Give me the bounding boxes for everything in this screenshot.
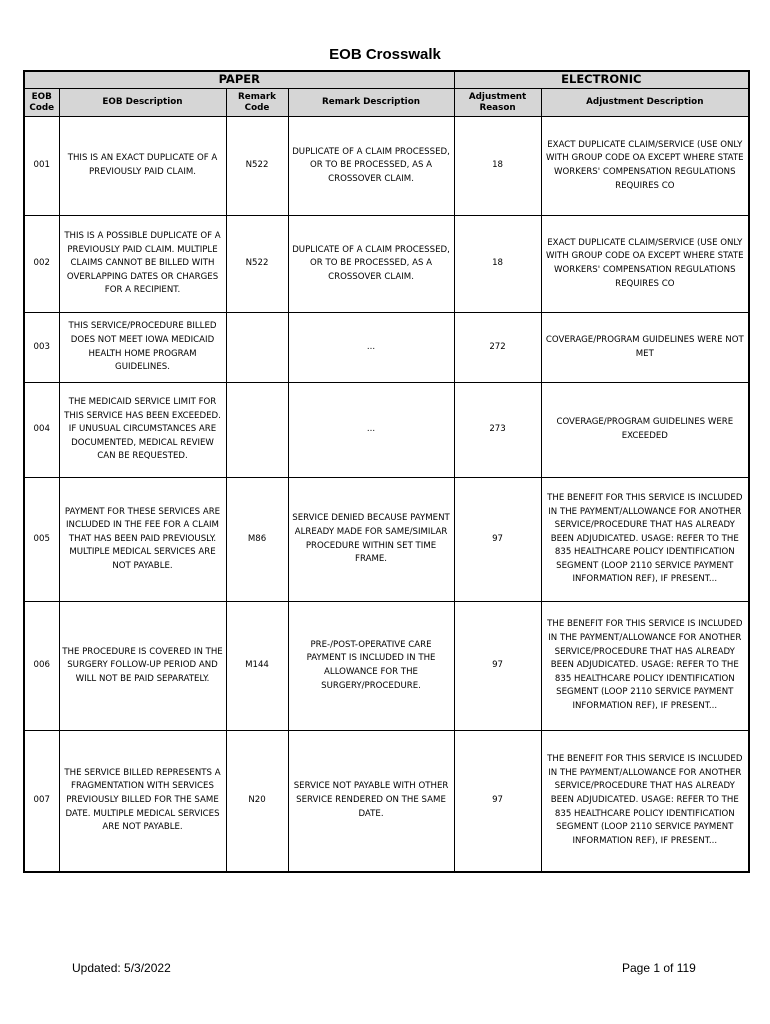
adjustment-description-cell: COVERAGE/PROGRAM GUIDELINES WERE EXCEEDED <box>541 383 749 478</box>
table-row <box>24 313 749 383</box>
eob-description-cell: THIS SERVICE/PROCEDURE BILLED DOES NOT MEET IOWA MEDICAID HEALTH HOME PROGRAM GUIDELINES. <box>59 313 226 383</box>
adjustment-description-cell: THE BENEFIT FOR THIS SERVICE IS INCLUDED IN THE PAYMENT/ALLOWANCE FOR ANOTHER SERVICE/PROCEDURE THAT HAS ALREADY BEEN ADJUDICATED. USAGE: REFER TO THE 835 HEALTHCARE POLICY IDENTIFICATION SEGMENT (LOOP 2110 SERVICE PAYMENT INFORMATION REF), IF PRESENT... <box>541 602 749 731</box>
remark-code-cell <box>226 313 288 383</box>
eob-code-cell: 001 <box>24 117 59 216</box>
column-header-remark-description: Remark Description <box>288 89 454 117</box>
column-header-remark-code: Remark Code <box>226 89 288 117</box>
eob-description-cell: THIS IS A POSSIBLE DUPLICATE OF A PREVIOUSLY PAID CLAIM. MULTIPLE CLAIMS CANNOT BE BILLED WITH OVERLAPPING DATES OR CHARGES FOR A RECIPIENT. <box>59 216 226 313</box>
table-row <box>24 731 749 872</box>
column-header-adjustment-reason: Adjustment Reason <box>454 89 541 117</box>
eob-crosswalk-table <box>23 70 750 873</box>
remark-description-cell: DUPLICATE OF A CLAIM PROCESSED, OR TO BE PROCESSED, AS A CROSSOVER CLAIM. <box>288 117 454 216</box>
adjustment-description-cell: THE BENEFIT FOR THIS SERVICE IS INCLUDED IN THE PAYMENT/ALLOWANCE FOR ANOTHER SERVICE/PROCEDURE THAT HAS ALREADY BEEN ADJUDICATED. USAGE: REFER TO THE 835 HEALTHCARE POLICY IDENTIFICATION SEGMENT (LOOP 2110 SERVICE PAYMENT INFORMATION REF), IF PRESENT... <box>541 731 749 872</box>
table-row <box>24 478 749 602</box>
remark-description-cell: SERVICE DENIED BECAUSE PAYMENT ALREADY MADE FOR SAME/SIMILAR PROCEDURE WITHIN SET TIME FRAME. <box>288 478 454 602</box>
eob-code-cell: 003 <box>24 313 59 383</box>
adjustment-description-cell: EXACT DUPLICATE CLAIM/SERVICE (USE ONLY WITH GROUP CODE OA EXCEPT WHERE STATE WORKERS' COMPENSATION REGULATIONS REQUIRES CO <box>541 117 749 216</box>
adjustment-reason-cell: 272 <box>454 313 541 383</box>
updated-date: Updated: 5/3/2022 <box>72 961 171 975</box>
eob-code-cell: 007 <box>24 731 59 872</box>
adjustment-reason-cell: 18 <box>454 117 541 216</box>
eob-code-cell: 006 <box>24 602 59 731</box>
eob-code-cell: 005 <box>24 478 59 602</box>
adjustment-reason-cell: 273 <box>454 383 541 478</box>
adjustment-reason-cell: 97 <box>454 602 541 731</box>
remark-description-cell: SERVICE NOT PAYABLE WITH OTHER SERVICE RENDERED ON THE SAME DATE. <box>288 731 454 872</box>
remark-description-cell: PRE-/POST-OPERATIVE CARE PAYMENT IS INCLUDED IN THE ALLOWANCE FOR THE SURGERY/PROCEDURE. <box>288 602 454 731</box>
remark-code-cell <box>226 383 288 478</box>
eob-description-cell: THE PROCEDURE IS COVERED IN THE SURGERY FOLLOW-UP PERIOD AND WILL NOT BE PAID SEPARATELY. <box>59 602 226 731</box>
table-row <box>24 602 749 731</box>
adjustment-description-cell: COVERAGE/PROGRAM GUIDELINES WERE NOT MET <box>541 313 749 383</box>
column-header-adjustment-description: Adjustment Description <box>541 89 749 117</box>
group-header-paper: PAPER <box>24 71 454 89</box>
remark-code-cell: M86 <box>226 478 288 602</box>
eob-description-cell: THE MEDICAID SERVICE LIMIT FOR THIS SERVICE HAS BEEN EXCEEDED. IF UNUSUAL CIRCUMSTANCES ARE DOCUMENTED, MEDICAL REVIEW CAN BE REQUESTED. <box>59 383 226 478</box>
column-header-eob-description: EOB Description <box>59 89 226 117</box>
table-row <box>24 216 749 313</box>
page-title: EOB Crosswalk <box>329 46 441 63</box>
eob-description-cell: PAYMENT FOR THESE SERVICES ARE INCLUDED IN THE FEE FOR A CLAIM THAT HAS BEEN PAID PREVIOUSLY. MULTIPLE MEDICAL SERVICES ARE NOT PAYABLE. <box>59 478 226 602</box>
adjustment-reason-cell: 18 <box>454 216 541 313</box>
remark-description-cell: ... <box>288 383 454 478</box>
eob-description-cell: THIS IS AN EXACT DUPLICATE OF A PREVIOUSLY PAID CLAIM. <box>59 117 226 216</box>
remark-code-cell: M144 <box>226 602 288 731</box>
adjustment-description-cell: THE BENEFIT FOR THIS SERVICE IS INCLUDED IN THE PAYMENT/ALLOWANCE FOR ANOTHER SERVICE/PROCEDURE THAT HAS ALREADY BEEN ADJUDICATED. USAGE: REFER TO THE 835 HEALTHCARE POLICY IDENTIFICATION SEGMENT (LOOP 2110 SERVICE PAYMENT INFORMATION REF), IF PRESENT... <box>541 478 749 602</box>
remark-description-cell: ... <box>288 313 454 383</box>
table-row <box>24 117 749 216</box>
adjustment-reason-cell: 97 <box>454 731 541 872</box>
page-number: Page 1 of 119 <box>622 961 696 975</box>
adjustment-reason-cell: 97 <box>454 478 541 602</box>
remark-description-cell: DUPLICATE OF A CLAIM PROCESSED, OR TO BE PROCESSED, AS A CROSSOVER CLAIM. <box>288 216 454 313</box>
table-row <box>24 383 749 478</box>
remark-code-cell: N20 <box>226 731 288 872</box>
remark-code-cell: N522 <box>226 216 288 313</box>
group-header-electronic: ELECTRONIC <box>454 71 749 89</box>
column-header-eob-code: EOB Code <box>24 89 59 117</box>
remark-code-cell: N522 <box>226 117 288 216</box>
eob-description-cell: THE SERVICE BILLED REPRESENTS A FRAGMENTATION WITH SERVICES PREVIOUSLY BILLED FOR THE SAME DATE. MULTIPLE MEDICAL SERVICES ARE NOT PAYABLE. <box>59 731 226 872</box>
adjustment-description-cell: EXACT DUPLICATE CLAIM/SERVICE (USE ONLY WITH GROUP CODE OA EXCEPT WHERE STATE WORKERS' COMPENSATION REGULATIONS REQUIRES CO <box>541 216 749 313</box>
eob-code-cell: 004 <box>24 383 59 478</box>
eob-code-cell: 002 <box>24 216 59 313</box>
